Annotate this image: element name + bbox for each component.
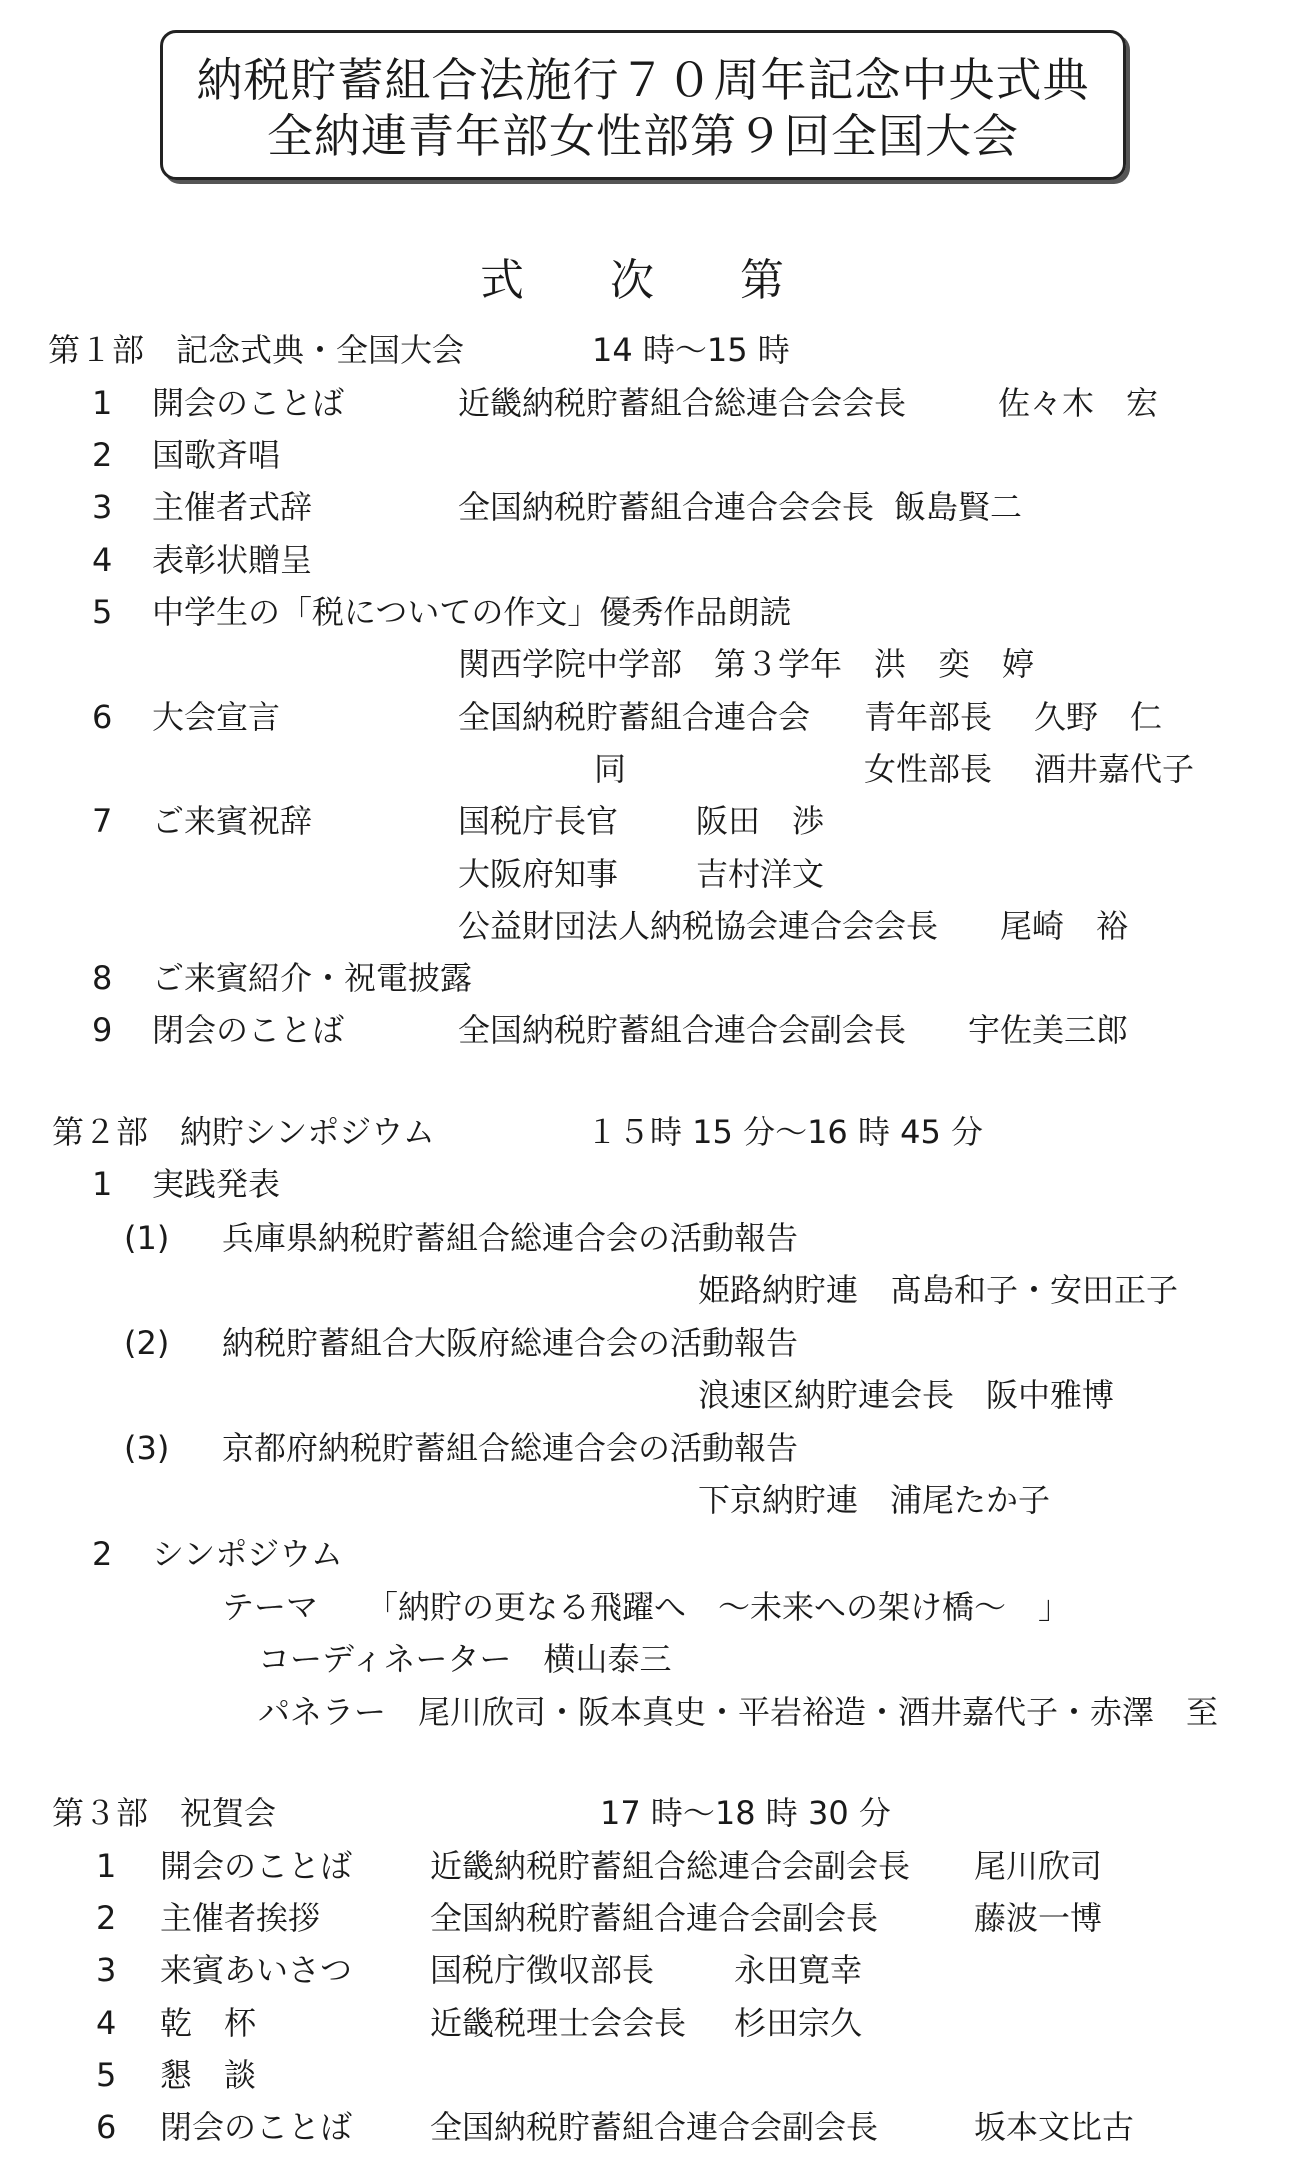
p2-theme: 「納貯の更なる飛躍へ ～未来への架け橋～ 」	[366, 1588, 1071, 1626]
p1-item9-num: 9	[92, 1011, 113, 1049]
p3-item1-title: 開会のことば	[160, 1847, 353, 1885]
p3-item1-detail: 近畿納税貯蓄組合総連合会副会長	[430, 1847, 911, 1885]
part3-label: 第３部 祝賀会	[52, 1794, 277, 1832]
p3-item5-num: 5	[96, 2056, 117, 2094]
p1-item9-title: 閉会のことば	[152, 1011, 345, 1049]
title-line-1: 納税貯蓄組合法施行７０周年記念中央式典	[196, 53, 1090, 107]
p3-item3-num: 3	[96, 1951, 117, 1989]
p3-item6-num: 6	[96, 2108, 117, 2146]
p1-item7-num: 7	[92, 802, 113, 840]
title-box	[160, 30, 1126, 180]
part2-time: １５時 15 分～16 時 45 分	[586, 1113, 984, 1151]
p1-item6-person2: 酒井嘉代子	[1034, 750, 1195, 788]
p1-item5-title: 中学生の「税についての作文」優秀作品朗読	[152, 593, 792, 631]
p1-item6-role: 青年部長	[864, 698, 993, 736]
p1-item6-person: 久野 仁	[1034, 698, 1163, 736]
p1-item4-title: 表彰状贈呈	[152, 541, 313, 579]
p2-item2-title: シンポジウム	[152, 1535, 343, 1573]
part1-label: 第１部 記念式典・全国大会	[48, 331, 465, 369]
p2-item1-num: 1	[92, 1165, 113, 1203]
p3-item4-num: 4	[96, 2004, 117, 2042]
p1-item1-person: 佐々木 宏	[998, 384, 1159, 422]
p2-report2-num: (2)	[124, 1324, 170, 1362]
p3-item6-person: 坂本文比古	[974, 2108, 1135, 2146]
p1-item6-role2: 女性部長	[864, 750, 993, 788]
p3-item4-person: 杉田宗久	[734, 2004, 863, 2042]
p3-item2-num: 2	[96, 1899, 117, 1937]
p3-item2-person: 藤波一博	[974, 1899, 1103, 1937]
p1-item9-person: 宇佐美三郎	[968, 1011, 1129, 1049]
p2-report2-presenter: 浪速区納貯連会長 阪中雅博	[698, 1376, 1115, 1414]
p1-item8-title: ご来賓紹介・祝電披露	[152, 959, 473, 997]
p1-item9-detail: 全国納税貯蓄組合連合会副会長	[458, 1011, 907, 1049]
p1-item7-title: ご来賓祝辞	[152, 802, 313, 840]
p2-item1-title: 実践発表	[152, 1165, 281, 1203]
part2-label: 第２部 納貯シンポジウム	[52, 1113, 435, 1151]
p3-item1-person: 尾川欣司	[974, 1847, 1103, 1885]
p1-item7-guest2-person: 吉村洋文	[696, 855, 825, 893]
p1-item7-guest1-person: 阪田 渉	[696, 802, 825, 840]
p2-report3-num: (3)	[124, 1429, 170, 1467]
p3-item3-title: 来賓あいさつ	[160, 1951, 353, 1989]
p1-item1-num: 1	[92, 384, 113, 422]
p1-item6-detail2: 同	[594, 750, 627, 788]
p2-report3-title: 京都府納税貯蓄組合総連合会の活動報告	[222, 1429, 799, 1467]
p3-item1-num: 1	[96, 1847, 117, 1885]
p1-item6-title: 大会宣言	[152, 698, 281, 736]
p1-item7-guest1-role: 国税庁長官	[458, 802, 619, 840]
p1-item6-detail: 全国納税貯蓄組合連合会	[458, 698, 811, 736]
p3-item3-detail: 国税庁徴収部長	[430, 1951, 655, 1989]
p1-item7-guest2-role: 大阪府知事	[458, 855, 619, 893]
p2-report1-presenter: 姫路納貯連 髙島和子・安田正子	[698, 1271, 1179, 1309]
p3-item3-person: 永田寛幸	[734, 1951, 863, 1989]
p2-item2-num: 2	[92, 1535, 113, 1573]
p3-item4-title: 乾 杯	[160, 2004, 257, 2042]
p3-item5-title: 懇 談	[160, 2056, 257, 2094]
p2-coordinator: コーディネーター 横山泰三	[258, 1640, 672, 1678]
p1-item2-num: 2	[92, 436, 113, 474]
part3-time: 17 時～18 時 30 分	[600, 1794, 891, 1832]
p1-item5-reader: 関西学院中学部 第３学年 洪 奕 婷	[458, 645, 1035, 683]
p2-report1-title: 兵庫県納税貯蓄組合総連合会の活動報告	[222, 1219, 799, 1257]
p1-item7-guest3-person: 尾崎 裕	[1000, 907, 1129, 945]
p2-report1-num: (1)	[124, 1219, 170, 1257]
part1-time: 14 時～15 時	[592, 331, 790, 369]
p1-item4-num: 4	[92, 541, 113, 579]
p2-theme-label: テーマ	[222, 1588, 319, 1626]
p1-item3-person: 飯島賢二	[894, 488, 1023, 526]
p1-item1-title: 開会のことば	[152, 384, 345, 422]
p3-item6-detail: 全国納税貯蓄組合連合会副会長	[430, 2108, 879, 2146]
p3-item2-title: 主催者挨拶	[160, 1899, 321, 1937]
page-heading: 式 次 第	[480, 255, 820, 306]
p2-report3-presenter: 下京納貯連 浦尾たか子	[698, 1481, 1051, 1519]
p1-item3-num: 3	[92, 488, 113, 526]
p2-panelists: パネラー 尾川欣司・阪本真史・平岩裕造・酒井嘉代子・赤澤 至	[258, 1693, 1219, 1731]
p2-report2-title: 納税貯蓄組合大阪府総連合会の活動報告	[222, 1324, 799, 1362]
p1-item8-num: 8	[92, 959, 113, 997]
title-line-2: 全納連青年部女性部第９回全国大会	[267, 109, 1019, 163]
p1-item3-detail: 全国納税貯蓄組合連合会会長	[458, 488, 875, 526]
p3-item2-detail: 全国納税貯蓄組合連合会副会長	[430, 1899, 879, 1937]
p1-item5-num: 5	[92, 593, 113, 631]
p1-item6-num: 6	[92, 698, 113, 736]
p1-item3-title: 主催者式辞	[152, 488, 313, 526]
p1-item2-title: 国歌斉唱	[152, 436, 281, 474]
p3-item6-title: 閉会のことば	[160, 2108, 353, 2146]
p3-item4-detail: 近畿税理士会会長	[430, 2004, 687, 2042]
p1-item1-detail: 近畿納税貯蓄組合総連合会会長	[458, 384, 907, 422]
p1-item7-guest3-role: 公益財団法人納税協会連合会会長	[458, 907, 939, 945]
